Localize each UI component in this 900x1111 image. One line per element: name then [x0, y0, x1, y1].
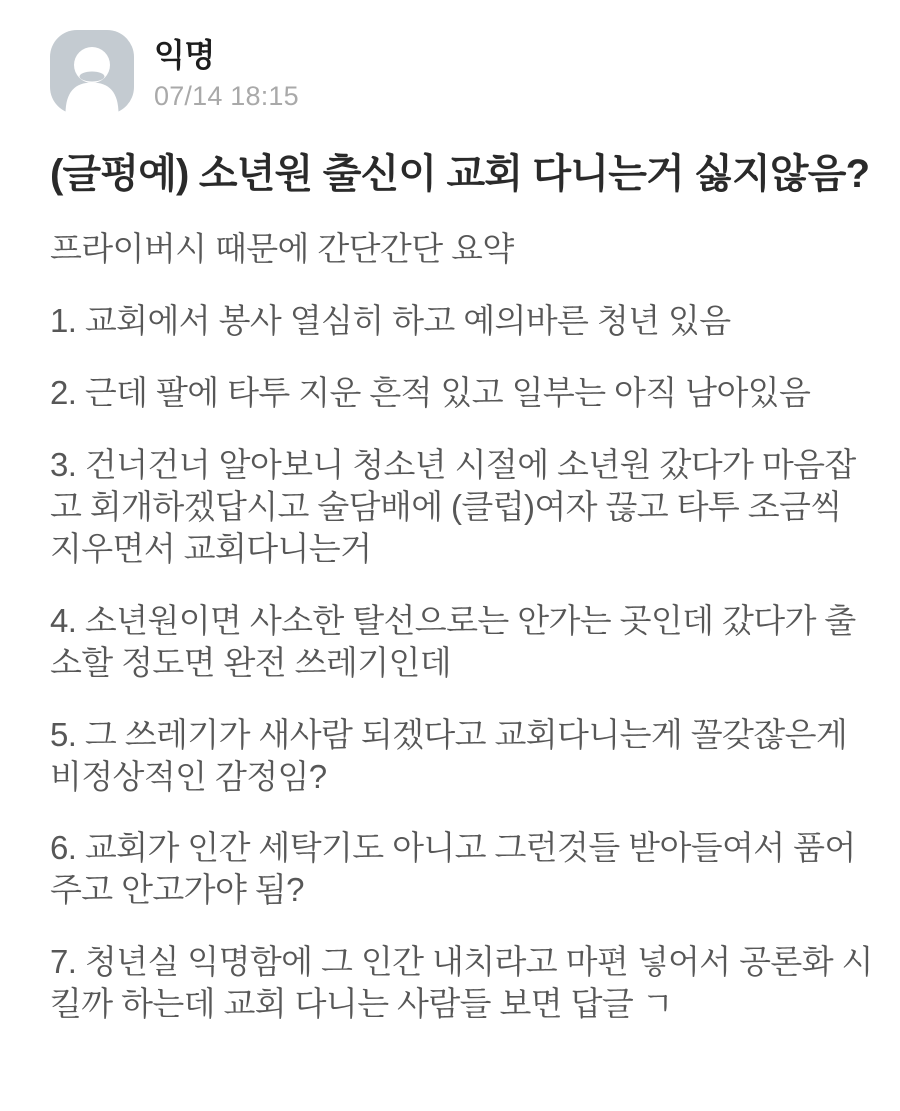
- post-paragraph-7: 7. 청년실 익명함에 그 인간 내치라고 마편 넣어서 공론화 시킬까 하는데 교회 다니는 사람들 보면 답글 ㄱ: [50, 943, 873, 1023]
- post-timestamp: 07/14 18:15: [154, 81, 299, 112]
- post-paragraph-4: 4. 소년원이면 사소한 탈선으로는 안가는 곳인데 갔다가 출소할 정도면 완전 쓰레기인데: [50, 601, 856, 681]
- post-intro: 프라이버시 때문에 간단간단 요약: [50, 230, 514, 268]
- post-paragraph-6: 6. 교회가 인간 세탁기도 아니고 그런것들 받아들여서 품어주고 안고가야 됨?: [50, 829, 856, 909]
- post-title: (글펑예) 소년원 출신이 교회 다니는거 싫지않음?: [50, 152, 870, 196]
- person-icon: [50, 30, 134, 114]
- author-name: 익명: [154, 37, 215, 73]
- post-header: [50, 30, 878, 114]
- post-paragraph-3: 3. 건너건너 알아보니 청소년 시절에 소년원 갔다가 마음잡고 회개하겠답시고 술담배에 (클럽)여자 끊고 타투 조금씩 지우면서 교회다니는거: [50, 446, 856, 567]
- post-meta: [154, 30, 299, 113]
- post-paragraph-2: 2. 근데 팔에 타투 지운 흔적 있고 일부는 아직 남아있음: [50, 374, 811, 412]
- post-body: [50, 228, 878, 1025]
- post-paragraph-5: 5. 그 쓰레기가 새사람 되겠다고 교회다니는게 꼴갖잖은게 비정상적인 감정임?: [50, 715, 848, 795]
- post-paragraph-1: 1. 교회에서 봉사 열심히 하고 예의바른 청년 있음: [50, 302, 731, 340]
